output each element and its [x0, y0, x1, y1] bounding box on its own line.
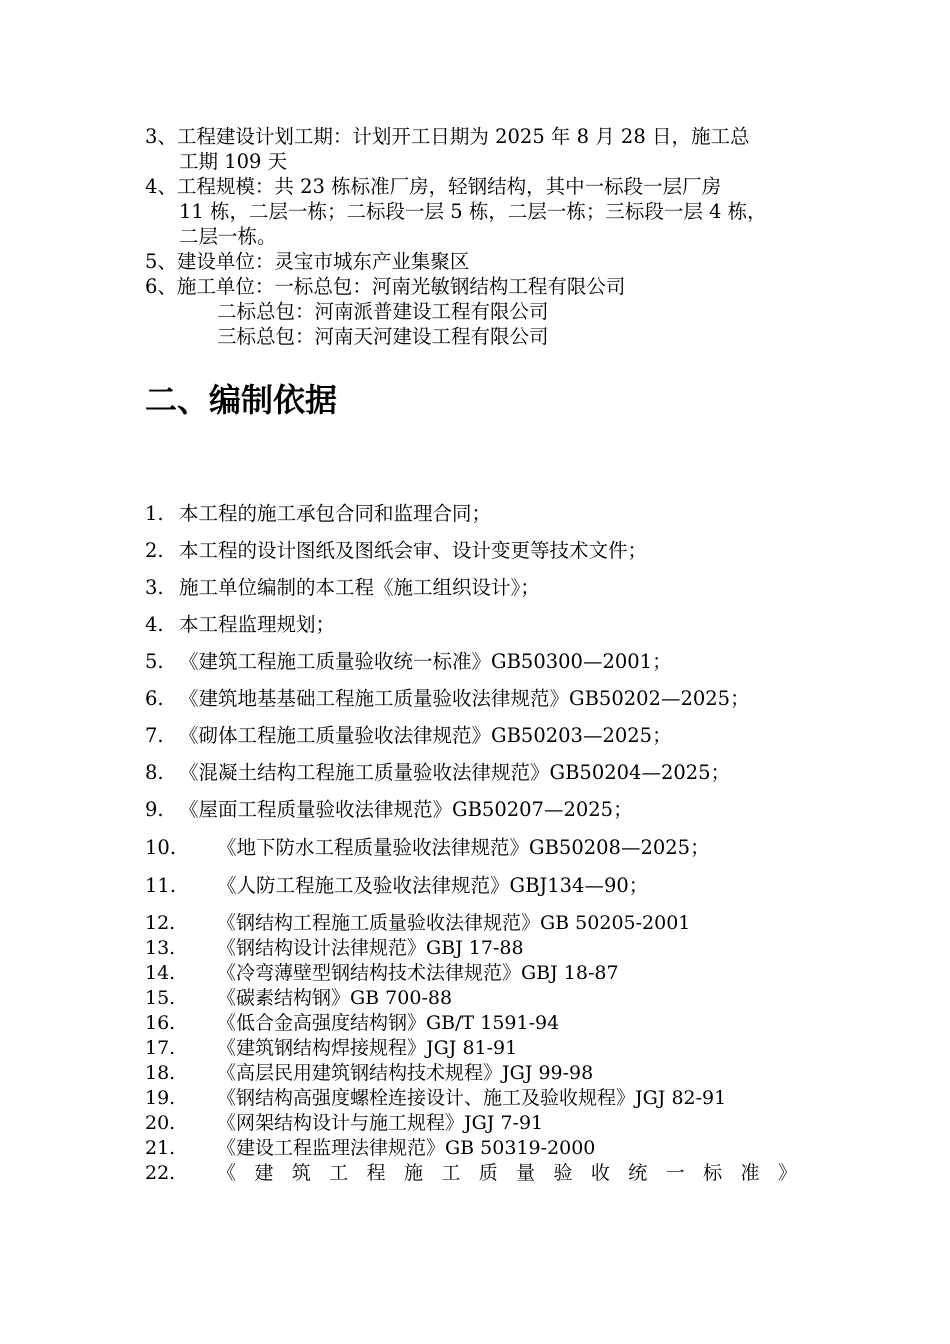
- item-text: 《屋面工程质量验收法律规范》GB50207—2025；: [179, 798, 633, 821]
- basis-item: [145, 760, 730, 785]
- contractor-line-1: 6、施工单位：一标总包：河南光敏钢结构工程有限公司: [145, 275, 626, 298]
- item-text: 《钢结构工程施工质量验收法律规范》GB 50205-2001: [217, 912, 691, 934]
- item-text: 《低合金高强度结构钢》GB/T 1591-94: [217, 1012, 560, 1034]
- item-number: 19.: [145, 1087, 176, 1109]
- project-scale-line-2: 11 栋，二层一栋；二标段一层 5 栋，二层一栋；三标段一层 4 栋，: [179, 200, 767, 223]
- title-char: 工: [441, 1162, 461, 1184]
- item-number: 3.: [145, 576, 164, 599]
- basis-item: [145, 961, 619, 986]
- basis-item: [145, 612, 335, 637]
- item-number: 14.: [145, 962, 176, 984]
- item-number: 13.: [145, 937, 176, 959]
- item-number: 20.: [145, 1112, 176, 1134]
- item-text: 《碳素结构钢》GB 700-88: [217, 987, 453, 1009]
- item-number: 12.: [145, 912, 176, 934]
- item-text: 《建筑地基基础工程施工质量验收法律规范》GB50202—2025；: [179, 687, 750, 710]
- item-text: 《冷弯薄壁型钢结构技术法律规范》GBJ 18-87: [217, 962, 619, 984]
- item-text: 《砌体工程施工质量验收法律规范》GB50203—2025；: [179, 724, 672, 747]
- basis-item: [145, 911, 690, 936]
- basis-item: [145, 1061, 593, 1086]
- item-text: 本工程监理规划；: [179, 613, 336, 636]
- basis-item: [145, 686, 750, 711]
- title-char: 一: [665, 1162, 685, 1184]
- basis-item-last: [145, 1161, 217, 1186]
- item-number: 2.: [145, 539, 164, 562]
- item-number: 18.: [145, 1062, 176, 1084]
- title-char: 验: [553, 1162, 573, 1184]
- item-number: 11.: [145, 874, 177, 897]
- item-text: 本工程的设计图纸及图纸会审、设计变更等技术文件；: [179, 539, 648, 562]
- project-scale-line-3: 二层一栋。: [179, 225, 277, 248]
- title-char: 》: [777, 1162, 797, 1184]
- basis-item: [145, 575, 540, 600]
- item-text: 本工程的施工承包合同和监理合同；: [179, 502, 492, 525]
- title-char: 程: [366, 1162, 386, 1184]
- basis-item: [145, 986, 452, 1011]
- title-char: 质: [478, 1162, 498, 1184]
- project-duration-line-2: 工期 109 天: [179, 150, 288, 173]
- title-char: 施: [403, 1162, 423, 1184]
- basis-item: [145, 1086, 726, 1111]
- item-number: 1.: [145, 502, 164, 525]
- title-char: 标: [703, 1162, 723, 1184]
- project-duration-line-1: 3、工程建设计划工期：计划开工日期为 2025 年 8 月 28 日，施工总: [145, 125, 750, 148]
- owner-unit-line: 5、建设单位：灵宝市城东产业集聚区: [145, 250, 470, 273]
- item-number: 15.: [145, 987, 176, 1009]
- title-char: 建: [254, 1162, 274, 1184]
- title-char: 量: [516, 1162, 536, 1184]
- spread-justified-title: [217, 1161, 797, 1186]
- basis-item: [145, 723, 672, 748]
- item-number: 7.: [145, 724, 164, 747]
- item-number: 4.: [145, 613, 164, 636]
- item-number: 6.: [145, 687, 164, 710]
- basis-item: [145, 797, 633, 822]
- item-text: 《混凝土结构工程施工质量验收法律规范》GB50204—2025；: [179, 761, 731, 784]
- project-scale-line-1: 4、工程规模：共 23 栋标准厂房，轻钢结构，其中一标段一层厂房: [145, 175, 722, 198]
- item-number: 16.: [145, 1012, 176, 1034]
- item-text: 《建设工程监理法律规范》GB 50319-2000: [217, 1137, 596, 1159]
- basis-item: [145, 1011, 559, 1036]
- basis-item: [145, 835, 710, 860]
- item-text: 《高层民用建筑钢结构技术规程》JGJ 99-98: [217, 1062, 594, 1084]
- item-text: 《建筑钢结构焊接规程》JGJ 81-91: [217, 1037, 518, 1059]
- item-number: 9.: [145, 798, 164, 821]
- title-char: 统: [628, 1162, 648, 1184]
- item-text: 《建筑工程施工质量验收统一标准》GB50300—2001；: [179, 650, 672, 673]
- basis-item: [145, 873, 648, 898]
- item-number: 22.: [145, 1162, 176, 1184]
- item-text: 《地下防水工程质量验收法律规范》GB50208—2025；: [217, 836, 710, 859]
- item-number: 21.: [145, 1137, 176, 1159]
- item-text: 《网架结构设计与施工规程》JGJ 7-91: [217, 1112, 544, 1134]
- title-char: 工: [329, 1162, 349, 1184]
- basis-item: [145, 649, 672, 674]
- title-char: 准: [740, 1162, 760, 1184]
- contractor-line-3: 三标总包：河南天河建设工程有限公司: [217, 325, 549, 348]
- item-text: 施工单位编制的本工程《施工组织设计》；: [179, 576, 540, 599]
- basis-item: [145, 1036, 517, 1061]
- item-text: 《人防工程施工及验收法律规范》GBJ134—90；: [217, 874, 649, 897]
- item-number: 8.: [145, 761, 164, 784]
- basis-item: [145, 501, 491, 526]
- item-number: 5.: [145, 650, 164, 673]
- item-number: 10.: [145, 836, 177, 859]
- title-char: 收: [590, 1162, 610, 1184]
- title-char: 筑: [291, 1162, 311, 1184]
- title-char: 《: [217, 1162, 237, 1184]
- item-text: 《钢结构高强度螺栓连接设计、施工及验收规程》JGJ 82-91: [217, 1087, 727, 1109]
- item-text: 《钢结构设计法律规范》GBJ 17-88: [217, 937, 524, 959]
- basis-item: [145, 936, 524, 961]
- basis-item: [145, 1136, 595, 1161]
- basis-item: [145, 1111, 543, 1136]
- basis-item: [145, 538, 647, 563]
- contractor-line-2: 二标总包：河南派普建设工程有限公司: [217, 300, 549, 323]
- section-heading: 二、编制依据: [145, 381, 338, 419]
- item-number: 17.: [145, 1037, 176, 1059]
